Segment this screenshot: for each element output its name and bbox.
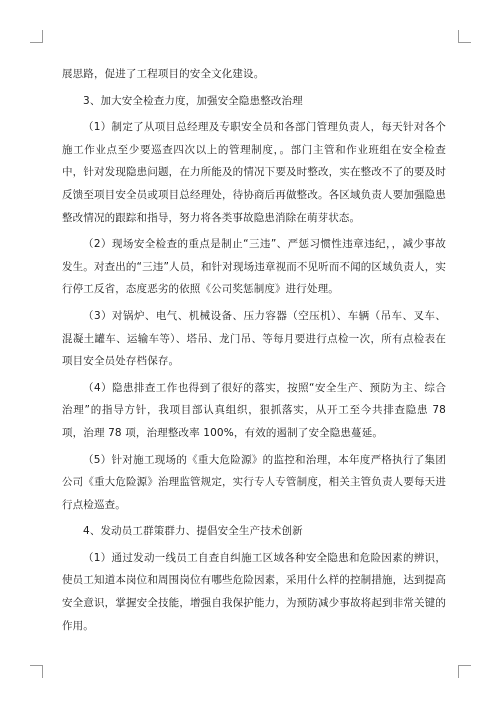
paragraph-3-4: （4）隐患排查工作也得到了很好的落实，按照“安全生产、预防为主、综合治理”的指导方针，我项目部认真组织，狠抓落实，从开工至今共排查隐患 78 项，治理 78 项，治理整改率 100%，有效的遏制了安全隐患蔓延。 — [62, 381, 446, 439]
page-corner-mark-bottom-right — [458, 665, 471, 678]
page-corner-mark-top-right — [458, 30, 471, 43]
paragraph-3-5: （5）针对施工现场的《重大危险源》的监控和治理，本年度严格执行了集团公司《重大危险源》治理监管规定，实行专人专管制度，相关主管负责人要每天进行点检巡查。 — [62, 453, 446, 511]
paragraph-3-3: （3）对锅炉、电气、机械设备、压力容器（空压机）、车辆（吊车、叉车、混凝土罐车、运输车等）、塔吊、龙门吊、等每月要进行点检一次，所有点检表在项目安全员处存档保存。 — [62, 309, 446, 368]
paragraph-3-1: （1）制定了从项目总经理及专职安全员和各部门管理负责人，每天针对各个施工作业点至少要巡查四次以上的管理制度，。部门主管和作业班组在安全检查中，针对发现隐患问题，在力所能及的情况下要及时整改，实在整改不了的要及时反馈至项目安全员或项目总经理处，待协商后再做整改。各区域负责人要加强隐患整改情况的跟踪和指导，努力将各类事故隐患消除在萌芽状态。 — [62, 121, 446, 224]
page-corner-mark-top-left — [30, 30, 43, 43]
section-heading-4: 4、发动员工群策群力、提倡安全生产技术创新 — [83, 525, 303, 538]
page-corner-mark-bottom-left — [30, 665, 43, 678]
document-body — [62, 63, 446, 641]
paragraph-3-2: （2）现场安全检查的重点是制止“三违”、严惩习惯性违章违纪，，减少事故发生。对查出的“三违”人员，和针对现场违章视而不见听而不闻的区域负责人，实行停工反省，态度恶劣的依照《公司奖惩制度》进行处理。 — [62, 238, 446, 296]
paragraph-continuation: 展思路，促进了工程项目的安全文化建设。 — [62, 68, 265, 80]
paragraph-4-1: （1）通过发动一线员工自查自纠施工区域各种安全隐患和危险因素的辨识，使员工知道本岗位和周围岗位有哪些危险因素，采用什么样的控制措施，达到提高安全意识，掌握安全技能，增强自我保护能力，为预防减少事故将起到非常关键的作用。 — [62, 551, 446, 632]
section-heading-3: 3、加大安全检查力度，加强安全隐患整改治理 — [83, 94, 303, 107]
